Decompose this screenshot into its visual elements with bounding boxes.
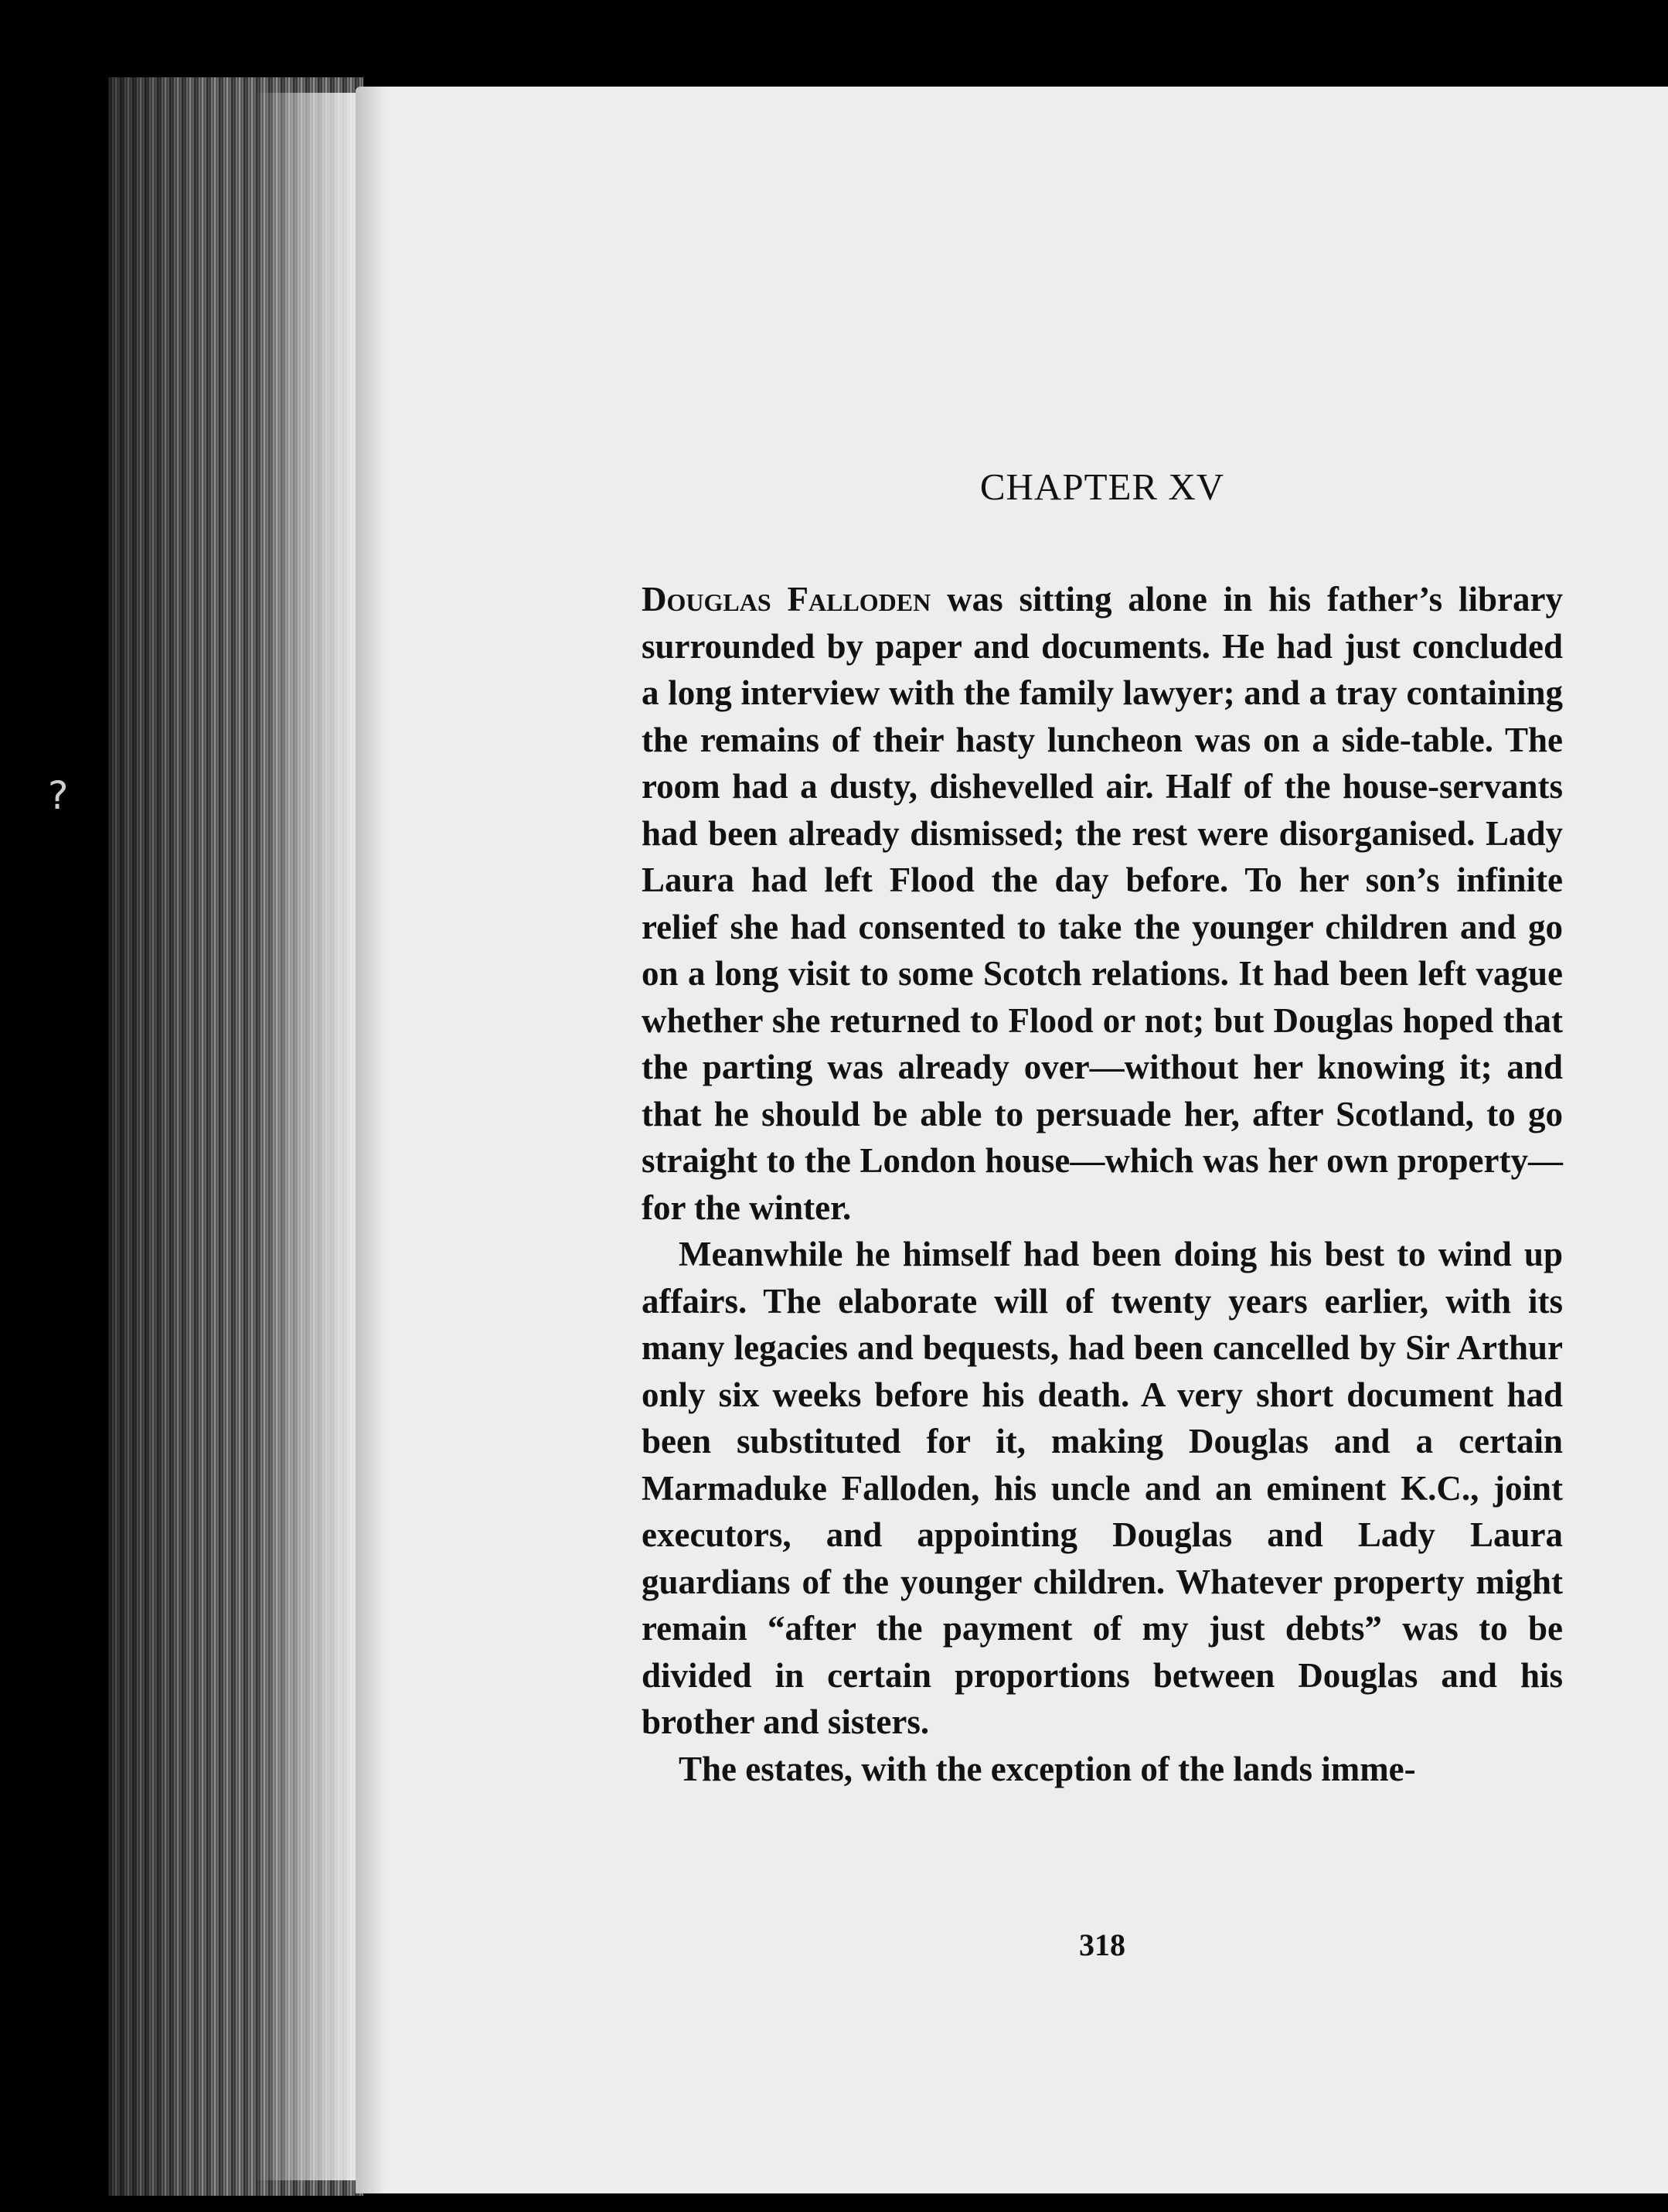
margin-mark: ?: [48, 773, 69, 818]
page-number: 318: [1079, 1927, 1125, 1962]
text-block: [642, 460, 1563, 1792]
paragraph-1-text: was sitting alone in his father’s library surrounded by paper and documents. He had just concluded a long interview with the family lawyer; and a tray containing the remains of their hasty luncheon was on a side-table. The room had a dusty, dishevelled air. Half of the house-servants had been already dismissed; the rest were disorganised. Lady Laura had left Flood the day before. To her son’s infinite relief she had consented to take the younger children and go on a long visit to some Scotch relations. It had been left vague whether she returned to Flood or not; but Douglas hoped that the parting was already over—without her knowing it; and that he should be able to persuade her, after Scotland, to go straight to the London house—which was her own property—for the winter.: [642, 580, 1563, 1227]
paragraph-1: [642, 576, 1563, 1231]
page-gutter-shadow: [356, 87, 386, 2193]
chapter-heading: CHAPTER XV: [979, 465, 1225, 508]
page-edge-highlight: [255, 93, 356, 2180]
paragraph-lead-smallcaps: Douglas Falloden: [642, 580, 931, 619]
paragraph-2: Meanwhile he himself had been doing his best to wind up affairs. The elaborate will of twenty years earlier, with its many legacies and bequests, had been cancelled by Sir Arthur only six weeks before his death. A very short document had been substituted for it, making Douglas and a certain Marmaduke Falloden, his uncle and an eminent K.C., joint executors, and appointing Douglas and Lady Laura guardians of the younger children. Whatever property might remain “after the payment of my just debts” was to be divided in certain proportions between Douglas and his brother and sisters.: [642, 1235, 1563, 1741]
paragraph-3: The estates, with the exception of the lands imme-: [679, 1749, 1416, 1788]
